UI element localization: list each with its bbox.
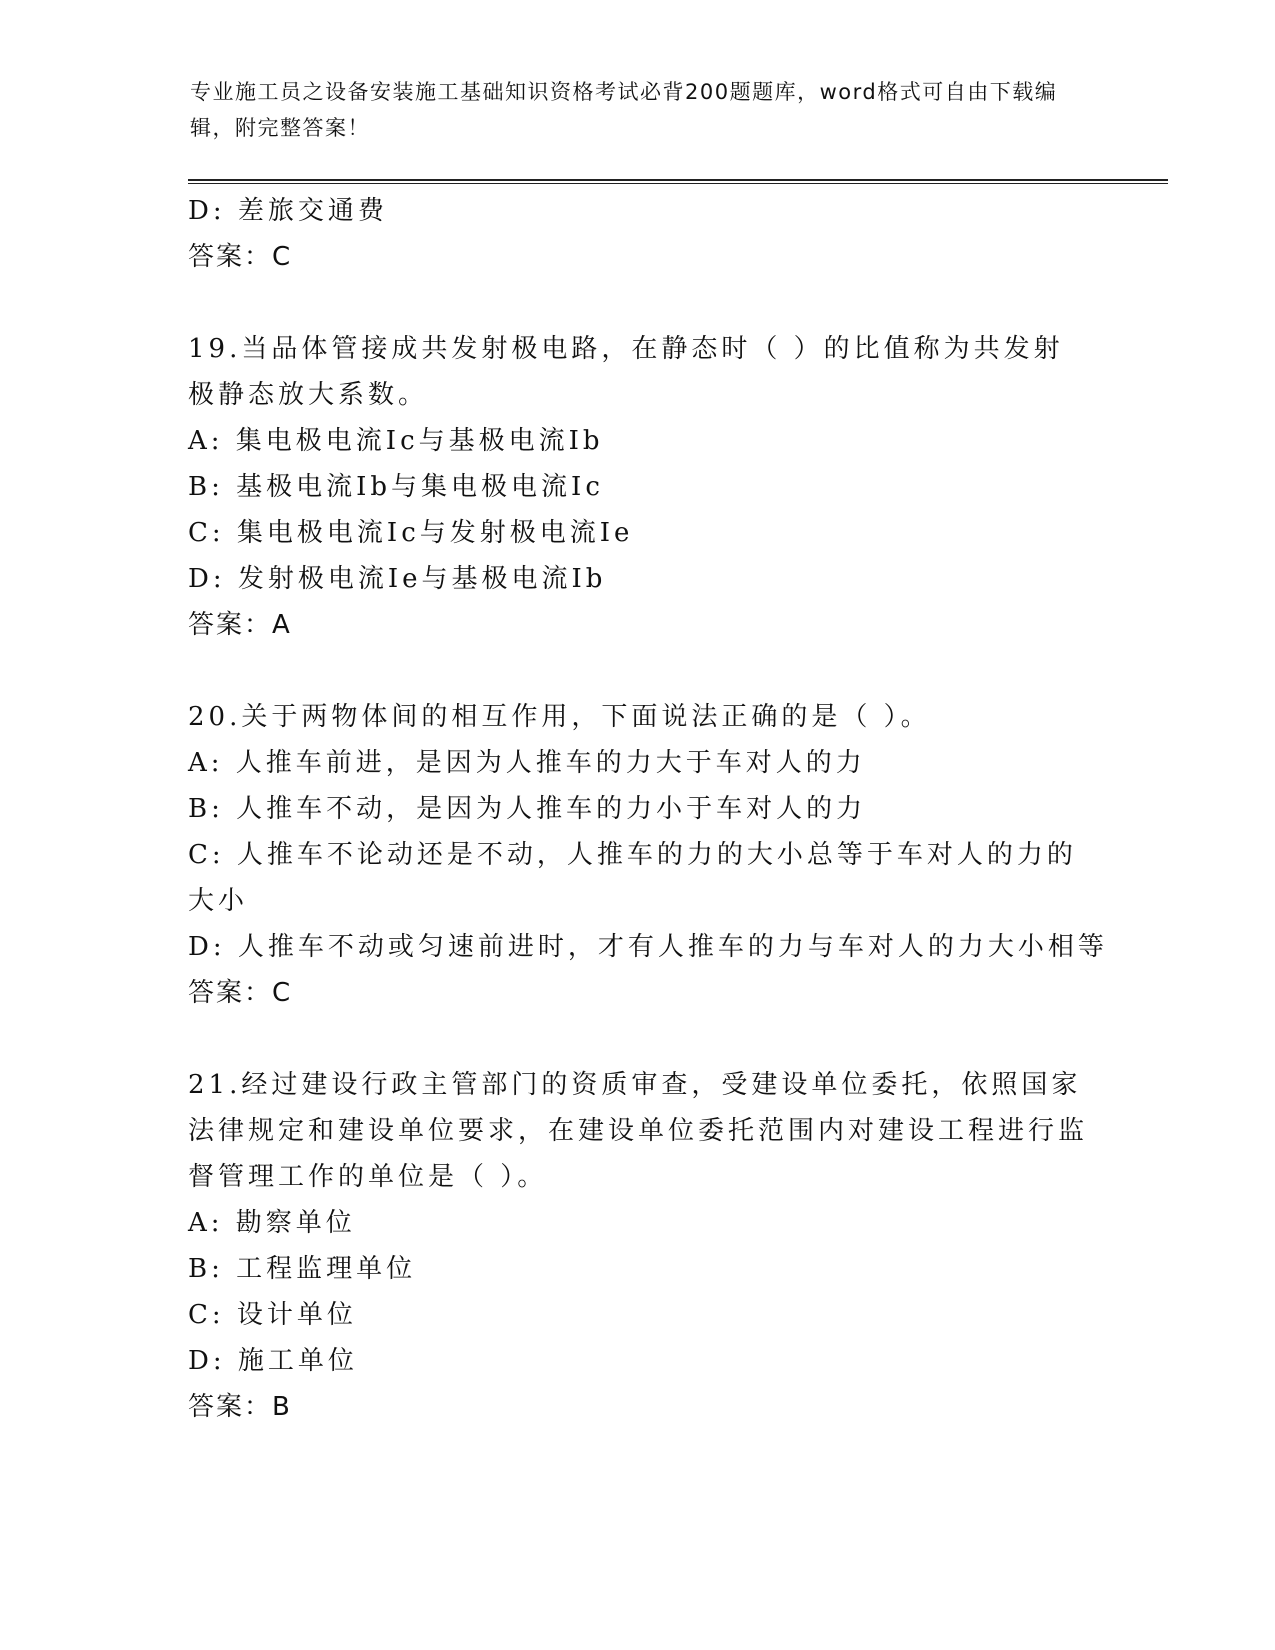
option-b: B: 基极电流Ib与集电极电流Ic xyxy=(188,472,604,502)
option-d: D: 差旅交通费 xyxy=(188,196,388,226)
answer: 答案：C xyxy=(188,978,293,1008)
spacer xyxy=(188,648,1088,694)
option-d: D: 施工单位 xyxy=(188,1346,358,1376)
answer: 答案：B xyxy=(188,1392,292,1422)
question-stem: 19.当品体管接成共发射极电路，在静态时（ ）的比值称为共发射极静态放大系数。 xyxy=(188,334,1064,410)
option-a: A: 集电极电流Ic与基极电流Ib xyxy=(188,426,604,456)
option-c: C: 设计单位 xyxy=(188,1300,357,1330)
option-a: A: 人推车前进，是因为人推车的力大于车对人的力 xyxy=(188,748,866,778)
option-a: A: 勘察单位 xyxy=(188,1208,356,1238)
option-d: D: 发射极电流Ie与基极电流Ib xyxy=(188,564,607,594)
answer: 答案：C xyxy=(188,242,293,272)
spacer xyxy=(188,280,1088,326)
question-21 xyxy=(188,1062,1088,1430)
question-stem: 20.关于两物体间的相互作用，下面说法正确的是（ ）。 xyxy=(188,702,931,732)
spacer xyxy=(188,1016,1088,1062)
question-19 xyxy=(188,326,1088,648)
page-header: 专业施工员之设备安装施工基础知识资格考试必背200题题库，word格式可自由下载编辑，附完整答案！ xyxy=(190,80,1058,140)
question-20 xyxy=(188,694,1108,1016)
option-b: B: 人推车不动，是因为人推车的力小于车对人的力 xyxy=(188,794,867,824)
option-c: C: 人推车不论动还是不动，人推车的力的大小总等于车对人的力的大小 xyxy=(188,840,1077,916)
answer: 答案：A xyxy=(188,610,292,640)
document-body xyxy=(188,188,1108,1430)
option-d: D: 人推车不动或匀速前进时，才有人推车的力与车对人的力大小相等 xyxy=(188,932,1108,962)
option-c: C: 集电极电流Ic与发射极电流Ie xyxy=(188,518,634,548)
header-divider xyxy=(188,179,1168,184)
question-stem: 21.经过建设行政主管部门的资质审查，受建设单位委托，依照国家法律规定和建设单位要求，在建设单位委托范围内对建设工程进行监督管理工作的单位是（ ）。 xyxy=(188,1070,1089,1192)
option-b: B: 工程监理单位 xyxy=(188,1254,417,1284)
